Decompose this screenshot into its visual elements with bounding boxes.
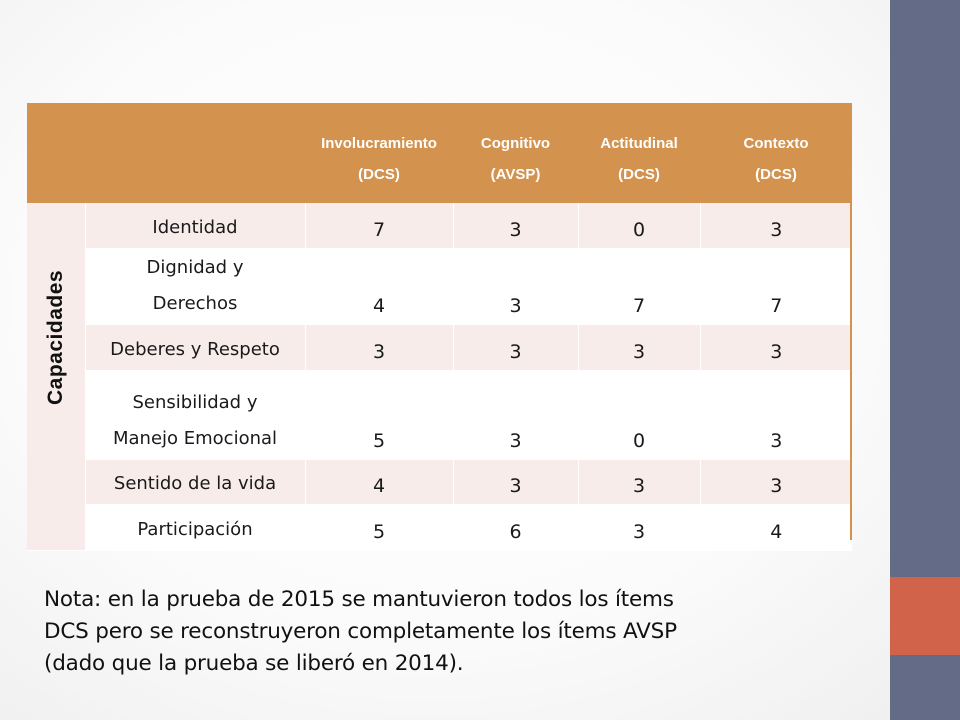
row-label xyxy=(85,459,305,504)
cell-value: 3 xyxy=(453,203,578,248)
cell-value: 6 xyxy=(453,504,578,550)
row-label-text: Derechos xyxy=(152,292,238,314)
note-line: DCS pero se reconstruyeron completamente los ítems AVSP xyxy=(44,619,677,644)
cell-value: 3 xyxy=(578,459,700,504)
cell-value: 4 xyxy=(305,459,453,504)
column-header-code: (DCS) xyxy=(358,166,400,183)
row-group-label: Capacidades xyxy=(44,270,67,406)
row-label xyxy=(85,370,305,459)
row-label xyxy=(85,203,305,248)
cell-value: 3 xyxy=(453,370,578,459)
column-header xyxy=(578,103,700,203)
row-label-text: Participación xyxy=(137,518,253,540)
table-row xyxy=(27,370,852,459)
cell-value: 7 xyxy=(700,248,852,324)
column-header-name: Contexto xyxy=(743,135,809,152)
row-label-text: Manejo Emocional xyxy=(112,427,278,449)
cell-value: 3 xyxy=(578,324,700,370)
cell-value: 7 xyxy=(305,203,453,248)
cell-value: 4 xyxy=(700,504,852,550)
cell-value: 3 xyxy=(700,203,852,248)
cell-value: 3 xyxy=(700,324,852,370)
row-label xyxy=(85,504,305,550)
row-label-text: Identidad xyxy=(152,216,238,238)
cell-value: 3 xyxy=(700,459,852,504)
row-label-text: Dignidad y xyxy=(146,256,244,278)
header-blank-label xyxy=(85,103,305,203)
cell-value: 4 xyxy=(305,248,453,324)
column-header xyxy=(453,103,578,203)
right-accent-block xyxy=(890,577,960,655)
cell-value: 3 xyxy=(453,324,578,370)
row-group-cell xyxy=(27,203,85,550)
row-label xyxy=(85,248,305,324)
column-header-name: Actitudinal xyxy=(600,135,678,152)
cell-value: 5 xyxy=(305,370,453,459)
cell-value: 3 xyxy=(305,324,453,370)
cell-value: 3 xyxy=(453,459,578,504)
cell-value: 3 xyxy=(700,370,852,459)
table-header-row xyxy=(27,103,852,203)
scores-table xyxy=(27,103,852,551)
cell-value: 7 xyxy=(578,248,700,324)
cell-value: 5 xyxy=(305,504,453,550)
cell-value: 0 xyxy=(578,370,700,459)
column-header-code: (DCS) xyxy=(755,166,797,183)
column-header-name: Involucramiento xyxy=(321,135,437,152)
column-header xyxy=(305,103,453,203)
cell-value: 3 xyxy=(578,504,700,550)
column-header-code: (DCS) xyxy=(618,166,660,183)
table-row xyxy=(27,324,852,370)
row-label-text: Deberes y Respeto xyxy=(110,338,280,360)
column-header-code: (AVSP) xyxy=(490,166,541,183)
table-row xyxy=(27,248,852,324)
cell-value: 0 xyxy=(578,203,700,248)
column-header xyxy=(700,103,852,203)
row-label-text: Sentido de la vida xyxy=(113,472,277,494)
note-line: (dado que la prueba se liberó en 2014). xyxy=(44,651,464,676)
table-right-rule xyxy=(850,193,852,540)
cell-value: 3 xyxy=(453,248,578,324)
row-label-text: Sensibilidad y xyxy=(132,391,258,413)
note-text xyxy=(44,584,844,680)
header-blank xyxy=(27,103,85,203)
column-header-name: Cognitivo xyxy=(480,135,551,152)
note-line: Nota: en la prueba de 2015 se mantuvieron todos los ítems xyxy=(44,587,674,612)
row-label xyxy=(85,324,305,370)
table-row xyxy=(27,203,852,248)
table-row xyxy=(27,459,852,504)
table-row xyxy=(27,504,852,550)
